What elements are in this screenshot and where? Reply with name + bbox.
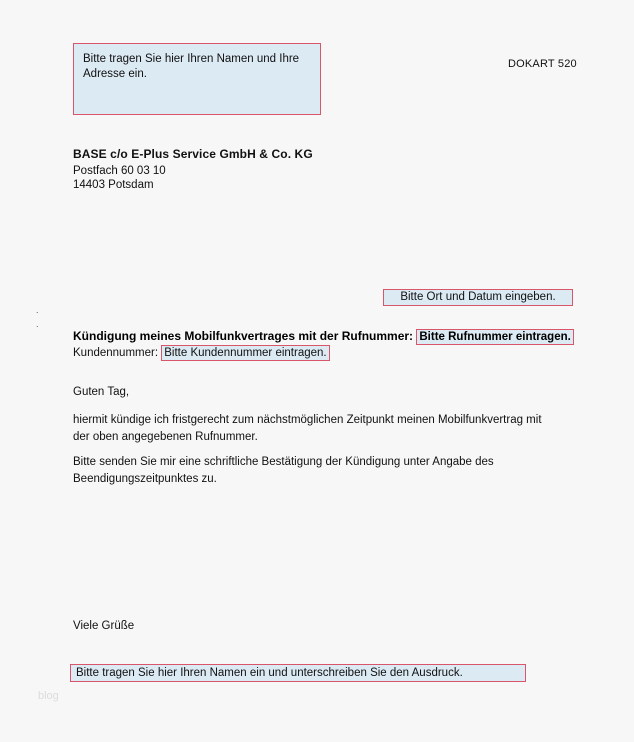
margin-dot-mark: . [36, 305, 39, 315]
recipient-company: BASE c/o E-Plus Service GmbH & Co. KG [73, 147, 313, 161]
customer-number-input-field[interactable]: Bitte Kundennummer eintragen. [161, 345, 329, 361]
phone-number-input-field[interactable]: Bitte Rufnummer eintragen. [416, 329, 573, 345]
recipient-address-block [73, 147, 313, 193]
subject-text: Kündigung meines Mobilfunkvertrages mit der Rufnummer: [73, 329, 414, 343]
salutation-text: Guten Tag, [73, 386, 130, 398]
signature-input-field[interactable]: Bitte tragen Sie hier Ihren Namen ein und unterschreiben Sie den Ausdruck. [70, 664, 526, 682]
customer-number-line [73, 345, 330, 361]
customer-number-label: Kundennummer: [73, 347, 159, 359]
subject-line [73, 328, 574, 345]
recipient-city: 14403 Potsdam [73, 179, 154, 191]
place-date-input-field[interactable]: Bitte Ort und Datum eingeben. [383, 289, 573, 306]
margin-dot-mark: . [36, 319, 39, 329]
body-paragraph-2: Bitte senden Sie mir eine schriftliche Bestätigung der Kündigung unter Angabe des Beendigungszeitpunktes zu. [73, 456, 494, 485]
body-paragraph-1: hiermit kündige ich fristgerecht zum nächstmöglichen Zeitpunkt meinen Mobilfunkvertrag mit der oben angegebenen Rufnummer. [73, 414, 542, 443]
watermark-text: blog [38, 690, 59, 702]
closing-text: Viele Grüße [73, 620, 135, 632]
recipient-po-box: Postfach 60 03 10 [73, 164, 166, 177]
dokart-label: DOKART 520 [508, 58, 577, 70]
name-address-input-field[interactable]: Bitte tragen Sie hier Ihren Namen und Ihre Adresse ein. [73, 43, 321, 115]
